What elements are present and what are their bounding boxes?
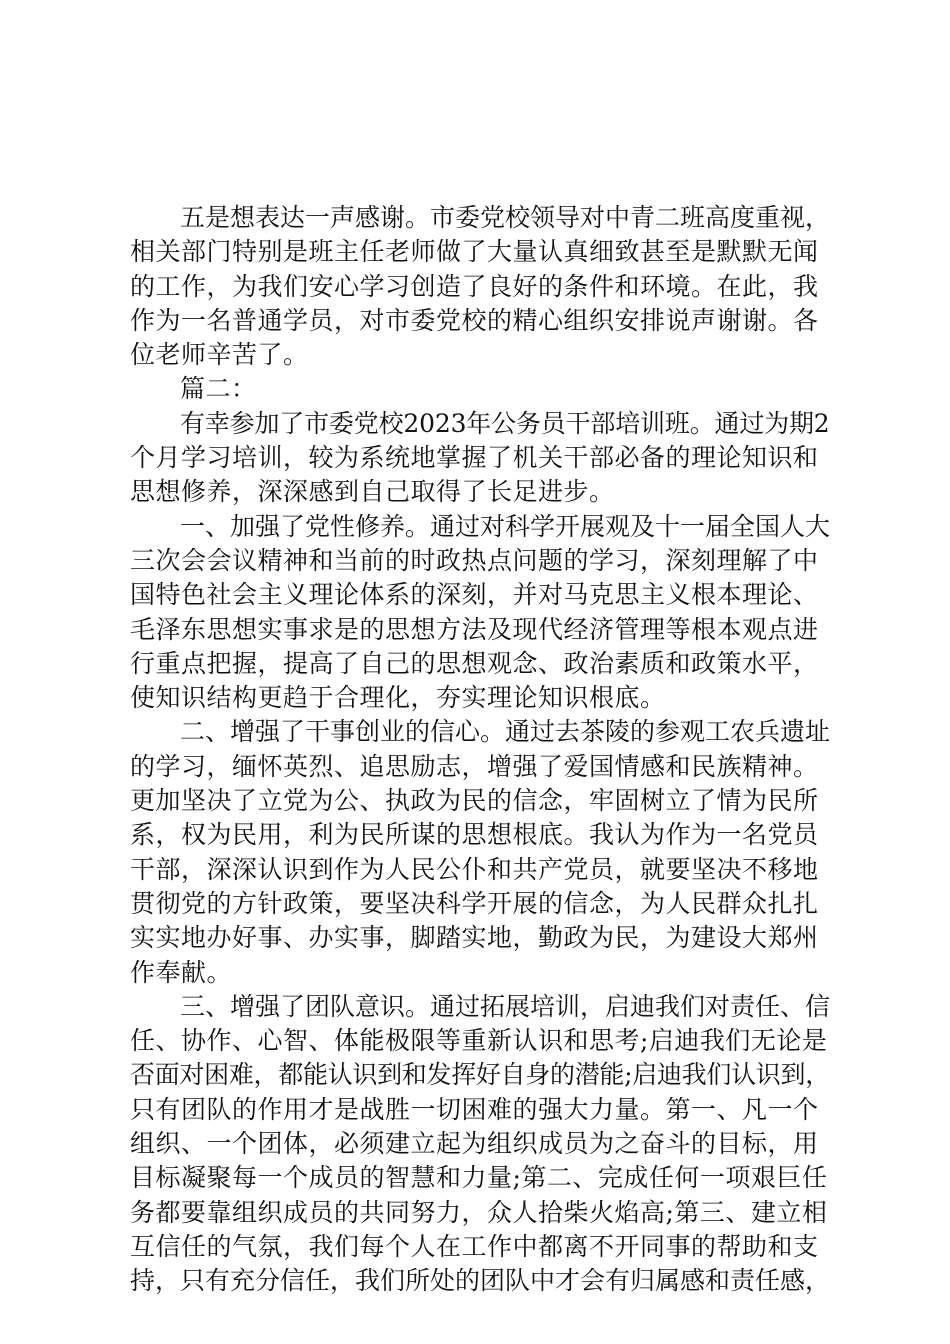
paragraph-first-line: 三、增强了团队意识。通过拓展培训，启迪我们对责任、信 — [180, 991, 831, 1021]
text-line: 位老师辛苦了。 — [130, 340, 309, 370]
text-line: 互信任的气氛，我们每个人在工作中都离不开同事的帮助和支 — [130, 1231, 819, 1261]
text-line: 行重点把握，提高了自己的思想观念、政治素质和政策水平， — [130, 648, 819, 678]
text-line: 毛泽东思想实事求是的思想方法及现代经济管理等根本观点进 — [130, 614, 819, 644]
text-line: 否面对困难，都能认识到和发挥好自身的潜能;启迪我们认识到， — [130, 1060, 830, 1090]
text-line: 实实地办好事、办实事，脚踏实地，勤政为民，为建设大郑州 — [130, 923, 819, 953]
text-line: 作为一名普通学员，对市委党校的精心组织安排说声谢谢。各 — [130, 305, 819, 335]
paragraph-first-line: 有幸参加了市委党校2023年公务员干部培训班。通过为期2 — [180, 408, 830, 438]
text-line: 任、协作、心智、体能极限等重新认识和思考;启迪我们无论是 — [130, 1026, 828, 1056]
paragraph-first-line: 五是想表达一声感谢。市委党校领导对中青二班高度重视， — [180, 203, 831, 232]
text-line: 使知识结构更趋于合理化，夯实理论知识根底。 — [130, 683, 666, 713]
paragraph-first-line: 篇二： — [180, 374, 257, 404]
text-line: 务都要靠组织成员的共同努力，众人拾柴火焰高;第三、建立相 — [130, 1197, 828, 1227]
text-line: 三次会会议精神和当前的时政热点问题的学习，深刻理解了中 — [130, 545, 819, 575]
text-line: 目标凝聚每一个成员的智慧和力量;第二、完成任何一项艰巨任 — [130, 1163, 828, 1193]
paragraph-first-line: 二、增强了干事创业的信心。通过去茶陵的参观工农兵遗址 — [180, 717, 831, 747]
text-line: 组织、一个团体，必须建立起为组织成员为之奋斗的目标，用 — [130, 1129, 819, 1159]
text-line: 的工作，为我们安心学习创造了良好的条件和环境。在此，我 — [130, 271, 819, 301]
text-line: 作奉献。 — [130, 957, 233, 987]
text-line: 国特色社会主义理论体系的深刻，并对马克思主义根本理论、 — [130, 580, 819, 610]
text-line: 个月学习培训，较为系统地掌握了机关干部必备的理论知识和 — [130, 443, 819, 473]
text-line: 相关部门特别是班主任老师做了大量认真细致甚至是默默无闻 — [130, 237, 819, 267]
text-line: 更加坚决了立党为公、执政为民的信念，牢固树立了情为民所 — [130, 786, 819, 816]
text-line: 思想修养，深深感到自己取得了长足进步。 — [130, 477, 615, 507]
paragraph-first-line: 一、加强了党性修养。通过对科学开展观及十一届全国人大 — [180, 511, 831, 541]
text-line: 的学习，缅怀英烈、追思励志，增强了爱国情感和民族精神。 — [130, 751, 819, 781]
text-line: 系，权为民用，利为民所谋的思想根底。我认为作为一名党员 — [130, 820, 819, 850]
document-body — [130, 201, 830, 1299]
text-line: 持，只有充分信任，我们所处的团队中才会有归属感和责任感， — [130, 1266, 831, 1296]
text-line: 贯彻党的方针政策，要坚决科学开展的信念，为人民群众扎扎 — [130, 888, 819, 918]
text-line: 只有团队的作用才是战胜一切困难的强大力量。第一、凡一个 — [130, 1094, 819, 1124]
text-line: 干部，深深认识到作为人民公仆和共产党员，就要坚决不移地 — [130, 854, 819, 884]
